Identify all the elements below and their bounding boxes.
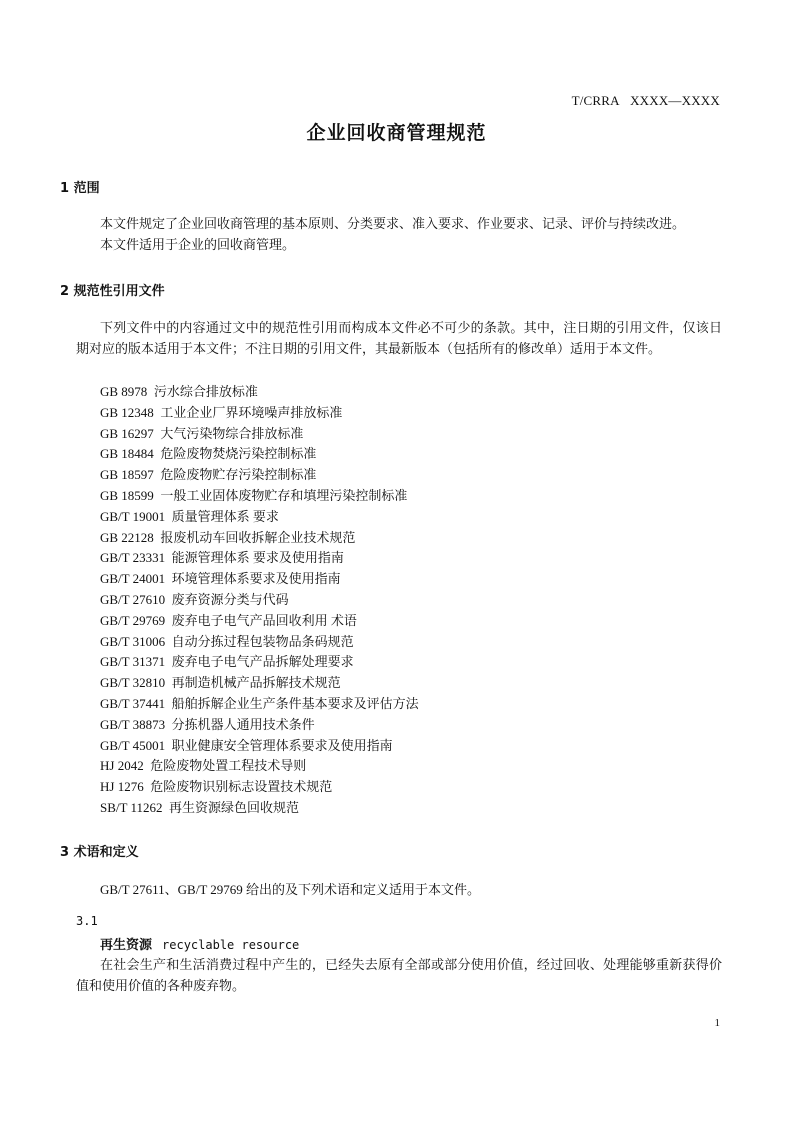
reference-title: 污水综合排放标准 [153, 384, 258, 399]
reference-code: GB/T 32810 [100, 675, 166, 691]
reference-title: 能源管理体系 要求及使用指南 [171, 550, 344, 566]
reference-item [100, 715, 419, 736]
terms-intro-paragraph: GB/T 27611、GB/T 29769 给出的及下列术语和定义适用于本文件。 [100, 882, 481, 897]
reference-item [100, 507, 419, 528]
reference-title: 职业健康安全管理体系要求及使用指南 [171, 737, 393, 753]
reference-title: 废弃电子电气产品回收利用 术语 [171, 612, 357, 628]
reference-title: 一般工业固体废物贮存和填埋污染控制标准 [160, 487, 408, 503]
reference-title: 再制造机械产品拆解技术规范 [171, 675, 341, 691]
reference-item [100, 424, 419, 445]
reference-code: GB/T 19001 [100, 508, 166, 524]
reference-title: 船舶拆解企业生产条件基本要求及评估方法 [171, 695, 419, 711]
reference-item [100, 403, 419, 424]
reference-code: GB 18597 [100, 467, 154, 483]
reference-item [100, 798, 419, 819]
reference-item [100, 736, 419, 757]
reference-code: HJ 2042 [100, 758, 144, 774]
reference-item [100, 590, 419, 611]
reference-code: GB/T 45001 [100, 737, 166, 753]
reference-item [100, 673, 419, 694]
document-title: 企业回收商管理规范 [306, 122, 487, 144]
reference-item [100, 569, 419, 590]
reference-item [100, 694, 419, 715]
reference-code: GB 16297 [100, 425, 154, 441]
reference-code: GB 22128 [100, 529, 154, 545]
reference-code: GB/T 23331 [100, 550, 166, 566]
reference-code: GB 18599 [100, 487, 154, 503]
reference-code: GB/T 27610 [100, 591, 166, 607]
reference-item [100, 777, 419, 798]
reference-item [100, 756, 419, 777]
reference-code: GB/T 24001 [100, 571, 166, 587]
reference-title: 分拣机器人通用技术条件 [171, 716, 315, 732]
scope-paragraph-2: 本文件适用于企业的回收商管理。 [100, 237, 296, 252]
reference-code: HJ 1276 [100, 779, 144, 795]
reference-item [100, 652, 419, 673]
reference-item [100, 444, 419, 465]
reference-code: GB/T 31006 [100, 633, 166, 649]
section-heading-scope: 1 范围 [60, 181, 100, 196]
reference-title: 废弃资源分类与代码 [171, 591, 289, 607]
section-heading-terms-definitions: 3 术语和定义 [60, 845, 139, 860]
reference-item [100, 465, 419, 486]
references-intro-paragraph: 下列文件中的内容通过文中的规范性引用而构成本文件必不可少的条款。其中，注日期的引用文件，仅该日期对应的版本适用于本文件；不注日期的引用文件，其最新版本（包括所有的修改单）适用于本文件。 [76, 320, 722, 356]
term-english: recyclable resource [162, 938, 300, 952]
reference-code: GB 8978 [100, 384, 148, 399]
reference-code: GB/T 31371 [100, 654, 166, 670]
reference-code: GB 12348 [100, 404, 154, 420]
reference-title: 危险废物处置工程技术导则 [150, 758, 307, 774]
reference-item [100, 632, 419, 653]
section-heading-normative-references: 2 规范性引用文件 [60, 284, 165, 299]
standard-number: T/CRRA XXXX—XXXX [571, 93, 720, 108]
reference-item [100, 382, 419, 403]
reference-title: 危险废物识别标志设置技术规范 [150, 779, 333, 795]
reference-code: GB/T 29769 [100, 612, 166, 628]
reference-title: 危险废物焚烧污染控制标准 [160, 446, 317, 462]
page-number: 1 [714, 1017, 720, 1029]
reference-code: GB/T 37441 [100, 695, 166, 711]
reference-title: 再生资源绿色回收规范 [169, 799, 300, 815]
reference-code: SB/T 11262 [100, 799, 163, 815]
term-chinese: 再生资源 [100, 938, 153, 953]
scope-paragraph-1: 本文件规定了企业回收商管理的基本原则、分类要求、准入要求、作业要求、记录、评价与持续改进。 [100, 216, 686, 231]
reference-title: 大气污染物综合排放标准 [160, 425, 304, 441]
reference-title: 报废机动车回收拆解企业技术规范 [160, 529, 356, 545]
reference-title: 废弃电子电气产品拆解处理要求 [171, 654, 354, 670]
term-number: 3.1 [76, 914, 98, 928]
reference-item [100, 528, 419, 549]
reference-title: 危险废物贮存污染控制标准 [160, 467, 317, 483]
reference-title: 工业企业厂界环境噪声排放标准 [160, 404, 343, 420]
term-definition: 在社会生产和生活消费过程中产生的，已经失去原有全部或部分使用价值，经过回收、处理能够重新获得价值和使用价值的各种废弃物。 [76, 957, 722, 993]
term-heading [100, 934, 299, 953]
reference-item [100, 548, 419, 569]
reference-item [100, 486, 419, 507]
reference-code: GB 18484 [100, 446, 154, 462]
reference-title: 环境管理体系要求及使用指南 [171, 571, 341, 587]
reference-item [100, 611, 419, 632]
reference-title: 质量管理体系 要求 [171, 508, 279, 524]
reference-list [100, 382, 419, 819]
reference-title: 自动分拣过程包装物品条码规范 [171, 633, 354, 649]
reference-code: GB/T 38873 [100, 716, 166, 732]
